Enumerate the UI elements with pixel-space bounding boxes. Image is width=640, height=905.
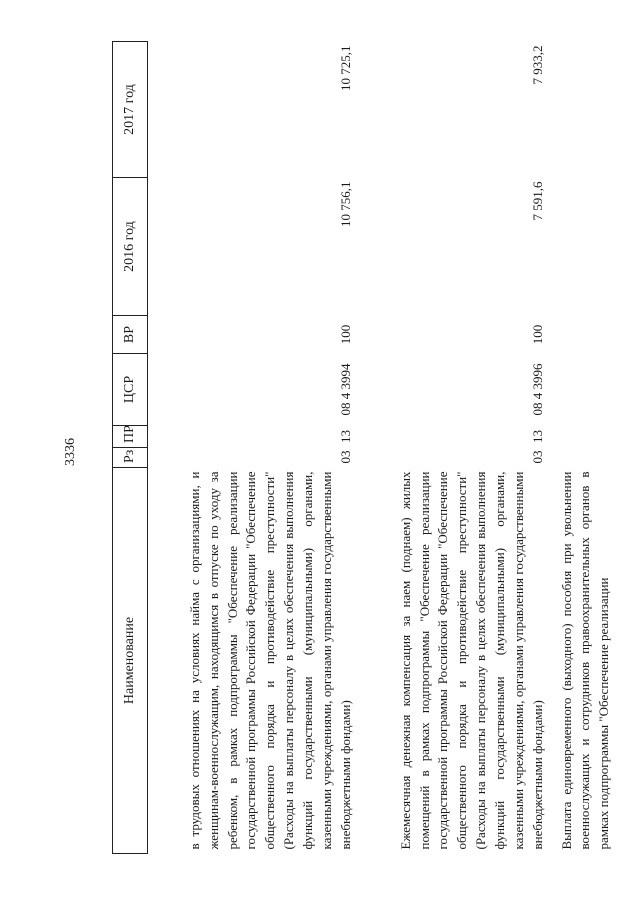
header-2017: 2017 год — [113, 42, 148, 178]
row-csr: 08 4 3996 — [529, 363, 545, 416]
row-rz — [554, 448, 621, 468]
row-pr — [554, 426, 621, 448]
table-header-row — [113, 42, 148, 854]
header-name: Наименование — [113, 468, 148, 854]
row-vr: 100 — [529, 324, 545, 345]
row-2017: 7 933,2 — [529, 45, 545, 85]
row-2017: 10 725,1 — [337, 45, 353, 91]
row-2016: 7 591,6 — [529, 181, 545, 221]
row-rz: 03 — [337, 450, 353, 464]
header-vr: ВР — [113, 316, 148, 354]
table-row — [362, 42, 554, 854]
header-2016: 2016 год — [113, 178, 148, 316]
row-name: в трудовых отношениях на условиях найма с организациями, и женщинам-военнослужащим, находящимся в отпуске по уходу за ребенком, в рамках подпрограммы "Обеспечение реализации государственной программы Российской Федерации "Обеспечение общественного порядка и противодействие преступности" (Расходы на выплаты персоналу в целях обеспечения выполнения функций государственными (муниципальными) органами, казенными учреждениями, органами управления государственными внебюджетными фондами) — [186, 471, 353, 850]
page-number: 3336 — [63, 438, 78, 466]
header-csr: ЦСР — [113, 354, 148, 426]
row-csr — [554, 354, 621, 426]
row-2016 — [554, 178, 621, 316]
row-vr — [554, 316, 621, 354]
row-name: Ежемесячная денежная компенсация за наем (поднаем) жилых помещений в рамках подпрограммы "Обеспечение реализации государственной программы Российской Федерации "Обеспечение общественного порядка и противодействие преступности" (Расходы на выплаты персоналу в целях обеспечения выполнения функций государственными (муниципальными) органами, казенными учреждениями, органами управления государственными внебюджетными фондами) — [397, 471, 545, 850]
row-rz: 03 — [529, 450, 545, 464]
header-pr: ПР — [113, 426, 148, 448]
row-name: Выплата единовременного (выходного) пособия при увольнении военнослужащих и сотрудников правоохранительных органов в рамках подпрограммы "Обеспечение реализации — [558, 471, 612, 850]
budget-table-page — [112, 42, 612, 854]
row-csr: 08 4 3994 — [337, 363, 353, 416]
row-2016: 10 756,1 — [337, 181, 353, 227]
table-row — [554, 42, 621, 854]
row-vr: 100 — [337, 324, 353, 345]
header-rz: Рз — [113, 448, 148, 468]
row-2017 — [554, 42, 621, 178]
budget-table — [112, 41, 620, 854]
row-pr: 13 — [337, 430, 353, 443]
table-row — [148, 42, 362, 854]
row-pr: 13 — [529, 430, 545, 443]
